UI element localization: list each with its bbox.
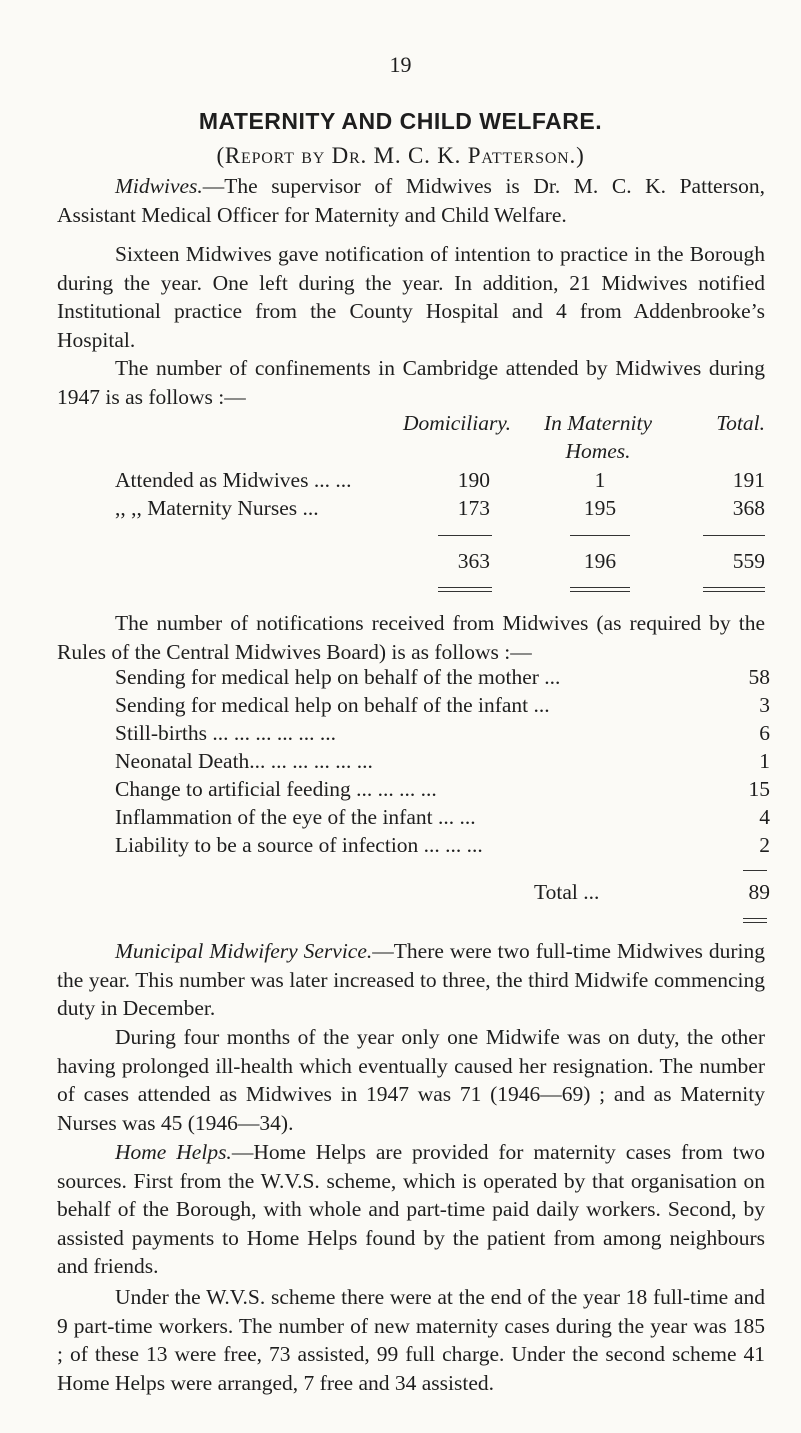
- row-label-maternity-nurses: ,, ,, Maternity Nurses ...: [115, 496, 319, 520]
- home-helps-text: —Home Helps are provided for maternity cases from two sources. First from the W.V.S. scheme, which is operated by that organisation on behalf of the Borough, with whole and part-time paid daily workers. Second, by assisted payments to Home Helps found by the patient from among neighbours and friends.: [57, 1140, 765, 1278]
- paragraph-wvs-scheme: Under the W.V.S. scheme there were at the end of the year 18 full-time and 9 part-time workers. The number of new maternity cases during the year was 185 ; of these 13 were free, 73 assisted, 99 full charge. Under the second scheme 41 Home Helps were arranged, 7 free and 34 assisted.: [57, 1285, 765, 1395]
- total-double-rule: [703, 587, 765, 592]
- page-number: 19: [389, 52, 412, 77]
- total-double-rule: [570, 587, 630, 592]
- midwives-text: —The supervisor of Midwives is Dr. M. C. K. Patterson, Assistant Medical Officer for Maternity and Child Welfare.: [57, 174, 765, 227]
- total-total: 559: [732, 549, 765, 573]
- notifications-total-label: Total ...: [534, 880, 600, 904]
- home-helps-heading: Home Helps.: [115, 1140, 232, 1164]
- notification-count: 1: [759, 749, 770, 773]
- list-item: [115, 665, 770, 693]
- header-maternity-homes-line2: Homes.: [565, 439, 631, 463]
- total-maternity: 196: [583, 549, 617, 573]
- list-item: [115, 749, 770, 777]
- notification-label: Neonatal Death... ... ... ... ... ...: [115, 749, 373, 773]
- notifications-total-value: 89: [748, 880, 770, 904]
- list-item: [115, 693, 770, 721]
- notification-label: Change to artificial feeding ... ... ... ...: [115, 777, 437, 801]
- notification-count: 2: [759, 833, 770, 857]
- cell-maternity: 1: [594, 468, 606, 492]
- cell-total: 368: [732, 496, 765, 520]
- list-item: [115, 721, 770, 749]
- sum-rule: [438, 535, 492, 536]
- paragraph-home-helps: [57, 1138, 765, 1281]
- notification-count: 15: [748, 777, 770, 801]
- notification-label: Still-births ... ... ... ... ... ...: [115, 721, 336, 745]
- notification-label: Sending for medical help on behalf of the mother ...: [115, 665, 561, 689]
- midwives-heading: Midwives.: [115, 174, 203, 198]
- header-total: Total.: [716, 411, 765, 435]
- list-item: [115, 805, 770, 833]
- municipal-text: —There were two full-time Midwives during the year. This number was later increased to three, the third Midwife commencing duty in December.: [57, 939, 765, 1020]
- paragraph-midwives: [57, 172, 765, 229]
- paragraph-notification-of-intention: Sixteen Midwives gave notification of intention to practice in the Borough during the year. One left during the year. In addition, 21 Midwives notified Institutional practice from the County Hospital and 4 from Addenbrooke’s Hospital.: [57, 242, 765, 352]
- notification-count: 6: [759, 721, 770, 745]
- list-item: [115, 833, 770, 861]
- header-domiciliary: Domiciliary.: [402, 411, 512, 435]
- notification-count: 3: [759, 693, 770, 717]
- cell-total: 191: [732, 468, 765, 492]
- page-title: MATERNITY AND CHILD WELFARE.: [198, 108, 603, 134]
- notification-label: Inflammation of the eye of the infant ... ...: [115, 805, 476, 829]
- paragraph-four-months: During four months of the year only one Midwife was on duty, the other having prolonged ill-health which eventually caused her resignation. The number of cases attended as Midwives in 1947 was 71 (1946—69) ; and as Maternity Nurses was 45 (1946—34).: [57, 1025, 765, 1135]
- cell-maternity: 195: [583, 496, 617, 520]
- municipal-heading: Municipal Midwifery Service.: [115, 939, 373, 963]
- header-maternity-homes: In Maternity: [543, 411, 653, 435]
- sum-rule: [703, 535, 765, 536]
- paragraph-notifications-intro: The number of notifications received from Midwives (as required by the Rules of the Central Midwives Board) is as follows :—: [57, 611, 765, 664]
- notification-label: Sending for medical help on behalf of the infant ...: [115, 693, 550, 717]
- sum-rule: [743, 870, 767, 871]
- notification-label: Liability to be a source of infection ... ... ...: [115, 833, 483, 857]
- paragraph-confinements-intro: The number of confinements in Cambridge attended by Midwives during 1947 is as follows :—: [57, 356, 765, 409]
- row-label-midwives: Attended as Midwives ... ...: [115, 468, 352, 492]
- sum-rule: [570, 535, 630, 536]
- notification-count: 58: [748, 665, 770, 689]
- list-item: [115, 777, 770, 805]
- total-domiciliary: 363: [457, 549, 490, 573]
- cell-domiciliary: 173: [457, 496, 490, 520]
- page-subtitle: (Report by Dr. M. C. K. Patterson.): [216, 143, 585, 168]
- total-double-rule: [743, 918, 767, 923]
- cell-domiciliary: 190: [457, 468, 490, 492]
- notification-count: 4: [759, 805, 770, 829]
- total-double-rule: [438, 587, 492, 592]
- paragraph-municipal-midwifery: [57, 937, 765, 1023]
